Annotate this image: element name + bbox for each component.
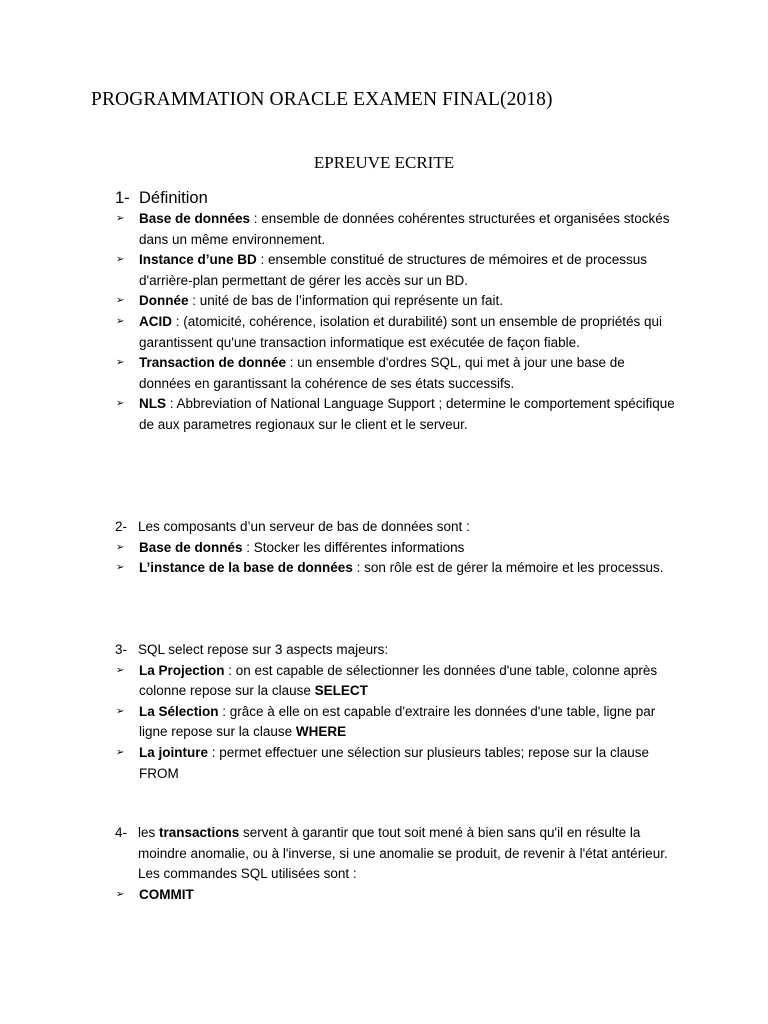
list-item: [115, 250, 675, 291]
item-text: : grâce à elle on est capable d'extraire les données d'une table, ligne par ligne repose sur la clause: [139, 703, 656, 740]
section-number: 3-: [115, 642, 128, 657]
page-subtitle: EPREUVE ECRITE: [313, 153, 455, 172]
arrow-bullet-icon: ➢: [116, 888, 125, 900]
item-term: La jointure: [139, 744, 209, 760]
item-text: : Abbreviation of National Language Support ; determine le comportement spécifique de aux parametres regionaux sur le client et le serveur.: [139, 396, 675, 432]
item-text: : unité de bas de l’information qui représente un fait.: [188, 293, 503, 309]
section-2: [115, 517, 675, 579]
item-keyword: WHERE: [295, 724, 347, 740]
list-item: [115, 538, 675, 559]
item-text: : on est capable de sélectionner les données d'une table, colonne après colonne repose sur la clause: [139, 662, 658, 699]
item-text: : ensemble constitué de structures de mémoires et de processus d'arrière-plan permettant de gérer les accès sur un BD.: [139, 252, 647, 288]
item-term: Transaction de donnée: [139, 355, 287, 371]
section-4: [115, 823, 675, 905]
section-title: Définition: [139, 189, 208, 207]
section-title-keyword: transactions: [159, 825, 240, 840]
item-term: NLS: [139, 396, 166, 412]
arrow-bullet-icon: ➢: [116, 254, 125, 266]
item-keyword: SELECT: [314, 683, 368, 699]
item-term: La Projection: [139, 662, 225, 678]
item-term: Base de donnés: [139, 539, 243, 555]
arrow-bullet-icon: ➢: [116, 213, 125, 224]
list-item: [115, 702, 675, 743]
item-text: : Stocker les différentes informations: [242, 539, 465, 555]
item-text: : permet effectuer une sélection sur plusieurs tables; repose sur la clause FROM: [139, 744, 650, 781]
arrow-bullet-icon: ➢: [116, 562, 125, 574]
section-number: 1-: [115, 189, 130, 207]
item-term: Base de données: [139, 211, 251, 226]
list-item: [115, 885, 675, 906]
section-heading: [115, 640, 675, 661]
item-term: Instance d’une BD: [139, 252, 257, 268]
item-term: Donnée: [139, 293, 189, 309]
arrow-bullet-icon: ➢: [116, 746, 125, 758]
list-item: [115, 743, 675, 784]
section-paragraph: Les commandes SQL utilisées sont :: [138, 866, 357, 882]
list-item: [115, 661, 675, 702]
page-title: PROGRAMMATION ORACLE EXAMEN FINAL(2018): [91, 89, 553, 110]
list-item: [115, 312, 675, 353]
arrow-bullet-icon: ➢: [116, 664, 125, 676]
section-heading: [115, 517, 675, 538]
item-term: L’instance de la base de données: [139, 560, 353, 576]
list-item: [115, 558, 675, 579]
item-text: : son rôle est de gérer la mémoire et les processus.: [352, 560, 664, 576]
section-number: 4-: [115, 825, 128, 840]
arrow-bullet-icon: ➢: [116, 357, 125, 369]
section-heading: [115, 823, 675, 864]
arrow-bullet-icon: ➢: [116, 295, 125, 307]
item-text: : (atomicité, cohérence, isolation et durabilité) sont un ensemble de propriétés qui garantissent qu'une transaction informatique est exécutée de façon fiable.: [139, 313, 663, 350]
list-item: [115, 394, 675, 435]
item-text: : ensemble de données cohérentes structurées et organisées stockés dans un même environnement.: [139, 211, 670, 247]
item-text: : un ensemble d'ordres SQL, qui met à jour une base de données en garantissant la cohérence de ses états successifs.: [139, 355, 625, 391]
arrow-bullet-icon: ➢: [116, 705, 125, 717]
arrow-bullet-icon: ➢: [116, 398, 125, 410]
section-heading: [115, 187, 675, 209]
section-3: [115, 640, 675, 784]
list-item: [115, 291, 675, 312]
section-title: SQL select repose sur 3 aspects majeurs:: [138, 642, 389, 657]
section-1: [115, 187, 675, 436]
item-term: La Sélection: [139, 703, 219, 719]
section-title-pre: les: [138, 825, 160, 840]
item-term: ACID: [139, 313, 172, 329]
section-title: Les composants d’un serveur de bas de données sont :: [138, 519, 470, 534]
item-term: COMMIT: [139, 886, 194, 902]
arrow-bullet-icon: ➢: [116, 315, 125, 327]
section-title-post: servent à garantir que tout soit mené à bien sans qu'il en résulte la moindre anomalie, ou à l'inverse, si une anomalie se produit, de revenir à l'état antérieur.: [138, 825, 668, 861]
list-item: [115, 353, 675, 394]
section-number: 2-: [115, 519, 128, 534]
arrow-bullet-icon: ➢: [116, 541, 125, 553]
list-item: [115, 209, 675, 250]
